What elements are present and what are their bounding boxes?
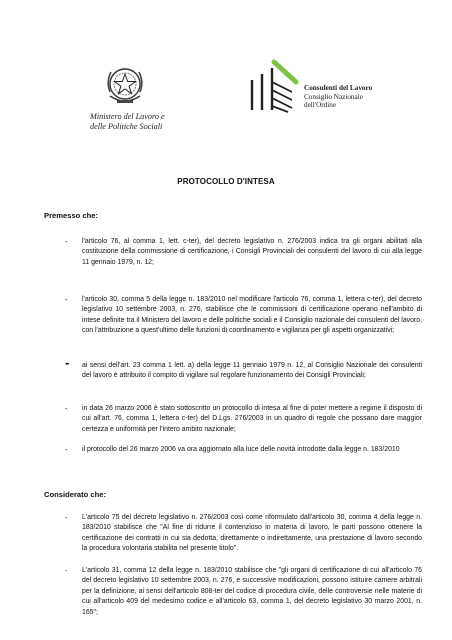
- cdl-name-line3: dell'Ordine: [304, 101, 337, 110]
- list-bullet: -: [65, 295, 68, 304]
- list-bullet: -: [65, 445, 68, 454]
- section-heading-considerato: Considerato che:: [44, 490, 107, 499]
- list-item-text: in data 26 marzo 2006 è stato sottoscritto un protocollo di intesa al fine di poter mettere a regime il disposto di cui all'art. 76, comma 1, lettera c-ter) del D.Lgs. 276/2003 in un quadro di regole che possano dare maggior certezza e uniformità per l'intero ambito nazionale;: [82, 405, 422, 433]
- list-item-text: l'articolo 76, al comma 1, lett. c-ter), del decreto legislativo n. 276/2003 indica tra gli organi abilitati alla costituzione della commissione di certificazione, i Consigli Provinciali dei consulenti del lavoro di cui alla legge 11 gennaio 1979, n. 12;: [82, 238, 422, 266]
- cdl-name-line1: Consulenti del Lavoro: [304, 84, 373, 92]
- list-bullet: -: [65, 404, 68, 413]
- list-item-text: L'articolo 31, comma 12 della legge n. 183/2010 stabilisce che "gli organi di certificazione di cui all'articolo 76 del decreto legislativo 10 settembre 2003, n. 276, e successive modificazioni, possono istituire camere arbitrali per la definizione, ai sensi dell'articolo 808-ter del codice di procedura civile, delle controversie nelle materie di cui all'articolo 409 del medesimo codice e all'articolo 63, comma 1, del decreto legislativo 30 marzo 2001, n. 165";: [82, 567, 422, 616]
- ministry-header: [80, 62, 190, 142]
- list-item-text: L'articolo 75 del decreto legislativo n. 276/2003 così come riformulato dall'articolo 30, comma 4 della legge n. 183/2010 stabilisce che "Al fine di ridurre il contenzioso in materia di lavoro, le parti possono ottenere la certificazione dei contratti in cui sia dedotta, direttamente o indirettamente, una prestazione di lavoro secondo la procedura volontaria stabilita nel presente titolo".: [82, 514, 422, 553]
- list-item-text: ai sensi dell'art. 23 comma 1 lett. a) della legge 11 gennaio 1979 n. 12, al Consiglio Nazionale dei consulenti del lavoro è attribuito il compito di vigilare sul regolare funzionamento dei Consigli Provinciali;: [82, 362, 422, 380]
- document-title: PROTOCOLLO D'INTESA: [177, 177, 275, 186]
- list-bullet: -: [65, 566, 68, 575]
- list-item-text: il protocollo del 26 marzo 2006 va ora aggiornato alla luce delle novità introdotte dalla legge n. 183/2010: [82, 446, 400, 453]
- ministry-name: [90, 112, 210, 132]
- list-bullet: -: [65, 355, 70, 370]
- consulenti-lavoro-name: [304, 84, 434, 110]
- ministry-name-line1: Ministero del Lavoro e: [90, 112, 165, 121]
- list-item-text: l'articolo 30, comma 5 della legge n. 183/2010 nel modificare l'articolo 76, comma 1, lettera c-ter), del decreto legislativo 10 settembre 2003, n. 276, stabilisce che le commissioni di certificazione operano nell'ambito di intese definite tra il Ministero del lavoro e delle politiche sociali e il Consiglio nazionale dei consulenti del lavoro, con l'attribuzione a quest'ultimo delle funzioni di coordinamento e vigilanza per gli aspetti organizzativi;: [82, 296, 422, 335]
- republic-emblem-icon: [102, 62, 148, 112]
- cdl-name-line2: Consiglio Nazionale: [304, 92, 363, 101]
- consulenti-lavoro-logo-icon: [248, 52, 300, 114]
- list-bullet: -: [65, 513, 68, 522]
- ministry-name-line2: delle Politiche Sociali: [90, 122, 163, 131]
- list-bullet: -: [65, 237, 68, 246]
- section-heading-premesso: Premesso che:: [44, 211, 99, 220]
